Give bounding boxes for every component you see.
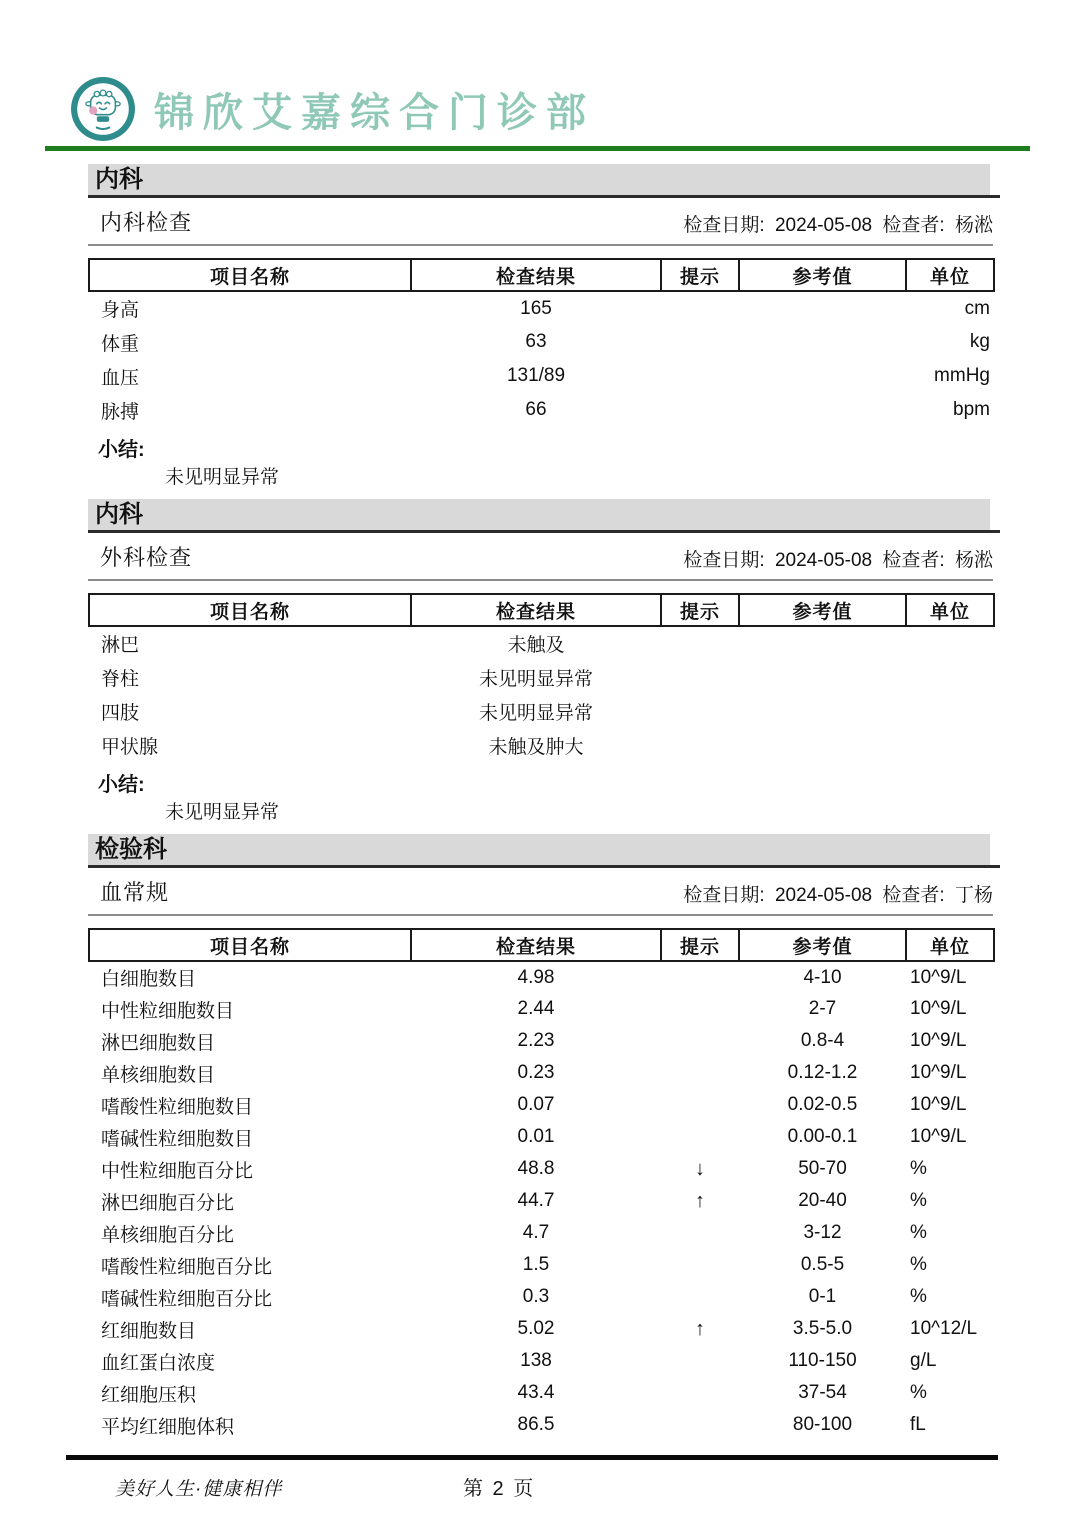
result-value: 48.8: [517, 1158, 555, 1179]
flag-indicator: [661, 660, 739, 694]
unit-label: %: [910, 1286, 927, 1307]
report-header: [0, 0, 1080, 142]
result-value: 0.3: [522, 1286, 550, 1307]
section-laboratory: [88, 834, 993, 1441]
item-name: 淋巴细胞数目: [101, 1032, 216, 1054]
column-header-item: 项目名称: [89, 594, 411, 626]
exam-meta: [678, 545, 993, 572]
department-bar: [88, 499, 1000, 533]
item-name: 白细胞数目: [101, 969, 197, 990]
item-name: 嗜碱性粒细胞数目: [101, 1128, 254, 1150]
column-header-flag: 提示: [661, 259, 739, 291]
results-table: [88, 258, 995, 427]
reference-range: 37-54: [798, 1382, 847, 1403]
item-name: 脊柱: [101, 668, 140, 690]
header-divider: [45, 146, 1030, 151]
examiner-value: 杨淞: [954, 550, 993, 571]
table-row: [89, 1153, 994, 1185]
flag-indicator: ↑: [695, 1189, 705, 1212]
item-name: 甲状腺: [101, 736, 159, 758]
unit-label: [906, 694, 994, 728]
reference-range: [739, 694, 906, 728]
reference-range: 3.5-5.0: [792, 1318, 853, 1339]
table-row: [89, 359, 994, 393]
unit-label: 10^9/L: [910, 1094, 967, 1115]
flag-indicator: [661, 694, 739, 728]
summary-text: 未见明显异常: [165, 802, 280, 823]
item-name: 四肢: [101, 702, 140, 724]
column-header-flag: 提示: [661, 594, 739, 626]
result-value: 4.7: [522, 1222, 550, 1243]
table-header-row: [89, 929, 994, 961]
exam-date-label: 检查日期:: [683, 550, 765, 571]
flag-indicator: [661, 993, 739, 1025]
table-row: [89, 993, 994, 1025]
result-value: 63: [525, 331, 547, 352]
title-divider: [88, 244, 993, 246]
unit-label: %: [910, 1158, 927, 1179]
table-header-row: [89, 594, 994, 626]
unit-label: 10^12/L: [910, 1318, 978, 1339]
column-header-unit: 单位: [906, 259, 994, 291]
reference-range: 0.5-5: [800, 1254, 845, 1275]
examiner-label: 检查者:: [882, 550, 945, 571]
unit-label: 10^9/L: [910, 998, 967, 1019]
exam-date-label: 检查日期:: [683, 215, 765, 236]
section-surgery: [88, 499, 993, 821]
reference-range: 0.02-0.5: [787, 1094, 858, 1115]
unit-label: fL: [910, 1414, 926, 1435]
result-value: 未触及肿大: [488, 736, 584, 758]
examiner-label: 检查者:: [882, 885, 945, 906]
result-value: 0.23: [517, 1062, 555, 1083]
unit-label: [906, 660, 994, 694]
result-value: 0.07: [517, 1094, 555, 1115]
item-name: 红细胞压积: [101, 1384, 197, 1406]
reference-range: 20-40: [798, 1190, 847, 1211]
table-row: [89, 694, 994, 728]
flag-indicator: [661, 1057, 739, 1089]
examiner-value: 杨淞: [954, 215, 993, 236]
table-row: [89, 1217, 994, 1249]
result-value: 4.98: [517, 966, 555, 988]
column-header-result: 检查结果: [411, 594, 661, 626]
flag-indicator: [661, 393, 739, 427]
reference-range: [739, 660, 906, 694]
flag-indicator: [661, 626, 739, 660]
reference-range: 110-150: [788, 1350, 857, 1371]
reference-range: [739, 359, 906, 393]
item-name: 体重: [101, 333, 140, 355]
flag-indicator: [661, 291, 739, 325]
result-value: 0.01: [517, 1126, 555, 1147]
table-row: [89, 291, 994, 325]
table-row: [89, 1345, 994, 1377]
flag-indicator: [661, 961, 739, 993]
exam-date-label: 检查日期:: [683, 885, 765, 906]
table-row: [89, 1057, 994, 1089]
result-value: 66: [525, 399, 547, 420]
table-row: [89, 1409, 994, 1441]
exam-title: 血常规: [100, 880, 170, 905]
flag-indicator: [661, 325, 739, 359]
table-row: [89, 1185, 994, 1217]
clinic-logo-icon: [70, 76, 136, 142]
flag-indicator: [661, 1377, 739, 1409]
reference-range: 0.12-1.2: [787, 1062, 858, 1083]
reference-range: 0.00-0.1: [787, 1126, 858, 1147]
unit-label: g/L: [910, 1350, 937, 1371]
table-row: [89, 1025, 994, 1057]
table-row: [89, 325, 994, 359]
table-row: [89, 1089, 994, 1121]
flag-indicator: [661, 359, 739, 393]
exam-date-value: 2024-05-08: [774, 215, 873, 236]
reference-range: 80-100: [792, 1414, 853, 1435]
column-header-range: 参考值: [739, 594, 906, 626]
flag-indicator: ↑: [695, 1317, 705, 1340]
unit-label: cm: [964, 297, 990, 319]
summary-label: 小结:: [98, 439, 145, 461]
flag-indicator: [661, 1089, 739, 1121]
result-value: 131/89: [506, 365, 566, 386]
item-name: 中性粒细胞百分比: [101, 1160, 254, 1182]
result-value: 未见明显异常: [478, 702, 593, 724]
unit-label: bpm: [953, 399, 990, 420]
unit-label: %: [910, 1190, 927, 1211]
flag-indicator: [661, 1249, 739, 1281]
item-name: 脉搏: [101, 401, 140, 423]
item-name: 淋巴: [101, 635, 140, 656]
table-row: [89, 626, 994, 660]
table-row: [89, 728, 994, 762]
item-name: 身高: [101, 300, 140, 321]
reference-range: 4-10: [803, 966, 842, 988]
unit-label: 10^9/L: [910, 966, 967, 988]
summary-text: 未见明显异常: [165, 467, 280, 488]
column-header-item: 项目名称: [89, 929, 411, 961]
unit-label: 10^9/L: [910, 1062, 967, 1083]
unit-label: [906, 728, 994, 762]
table-row: [89, 1377, 994, 1409]
column-header-item: 项目名称: [89, 259, 411, 291]
table-row: [89, 660, 994, 694]
result-value: 1.5: [522, 1254, 550, 1275]
page-number: 第 2 页: [463, 1478, 536, 1500]
footer-divider: [66, 1455, 998, 1460]
item-name: 中性粒细胞数目: [101, 1000, 235, 1022]
column-header-result: 检查结果: [411, 259, 661, 291]
flag-indicator: [661, 1121, 739, 1153]
table-row: [89, 1121, 994, 1153]
flag-indicator: [661, 1025, 739, 1057]
title-divider: [88, 579, 993, 581]
reference-range: 2-7: [808, 998, 837, 1019]
section-internal-medicine: [88, 164, 993, 486]
reference-range: 3-12: [803, 1222, 842, 1243]
unit-label: mmHg: [934, 365, 990, 386]
column-header-unit: 单位: [906, 929, 994, 961]
department-label: 检验科: [88, 834, 990, 865]
examiner-value: 丁杨: [954, 885, 993, 906]
table-row: [89, 1313, 994, 1345]
department-label: 内科: [88, 164, 990, 195]
column-header-unit: 单位: [906, 594, 994, 626]
result-value: 2.23: [517, 1030, 555, 1051]
reference-range: [739, 291, 906, 325]
column-header-result: 检查结果: [411, 929, 661, 961]
clinic-name: 锦欣艾嘉综合门诊部: [154, 88, 595, 136]
item-name: 嗜碱性粒细胞百分比: [101, 1288, 273, 1310]
unit-label: 10^9/L: [910, 1126, 967, 1147]
title-divider: [88, 914, 993, 916]
unit-label: 10^9/L: [910, 1030, 967, 1051]
item-name: 血红蛋白浓度: [101, 1352, 216, 1374]
department-label: 内科: [88, 499, 990, 530]
reference-range: [739, 325, 906, 359]
flag-indicator: ↓: [695, 1157, 705, 1180]
table-row: [89, 1281, 994, 1313]
item-name: 淋巴细胞百分比: [101, 1192, 235, 1214]
item-name: 红细胞数目: [101, 1320, 197, 1342]
summary-label: 小结:: [98, 774, 145, 796]
footer-slogan: 美好人生·健康相伴: [115, 1479, 283, 1500]
item-name: 嗜酸性粒细胞数目: [101, 1096, 254, 1118]
result-value: 未触及: [507, 635, 565, 656]
exam-title: 内科检查: [100, 210, 193, 235]
table-row: [89, 393, 994, 427]
flag-indicator: [661, 1345, 739, 1377]
exam-date-value: 2024-05-08: [774, 550, 873, 571]
result-value: 165: [520, 297, 552, 319]
result-value: 44.7: [517, 1190, 555, 1211]
result-value: 2.44: [517, 998, 555, 1019]
reference-range: 50-70: [798, 1158, 847, 1179]
flag-indicator: [661, 1217, 739, 1249]
unit-label: kg: [969, 331, 990, 352]
item-name: 单核细胞百分比: [101, 1224, 235, 1246]
table-row: [89, 961, 994, 993]
flag-indicator: [661, 1281, 739, 1313]
exam-meta: [678, 210, 993, 237]
unit-label: %: [910, 1222, 927, 1243]
reference-range: 0.8-4: [800, 1030, 845, 1051]
table-row: [89, 1249, 994, 1281]
exam-title: 外科检查: [100, 545, 193, 570]
column-header-flag: 提示: [661, 929, 739, 961]
examiner-label: 检查者:: [882, 215, 945, 236]
item-name: 平均红细胞体积: [101, 1416, 235, 1438]
column-header-range: 参考值: [739, 259, 906, 291]
exam-meta: [678, 880, 993, 907]
reference-range: [739, 728, 906, 762]
unit-label: %: [910, 1382, 927, 1403]
result-value: 未见明显异常: [478, 668, 593, 690]
results-table: [88, 593, 995, 762]
result-value: 138: [520, 1350, 552, 1371]
result-value: 43.4: [517, 1382, 555, 1403]
result-value: 86.5: [517, 1414, 555, 1435]
results-table: [88, 928, 995, 1441]
item-name: 血压: [101, 367, 140, 389]
department-bar: [88, 164, 1000, 198]
flag-indicator: [661, 1409, 739, 1441]
item-name: 单核细胞数目: [101, 1064, 216, 1086]
flag-indicator: [661, 728, 739, 762]
department-bar: [88, 834, 1000, 868]
item-name: 嗜酸性粒细胞百分比: [101, 1256, 273, 1278]
reference-range: 0-1: [808, 1286, 837, 1307]
page-footer: [0, 1472, 1080, 1502]
result-value: 5.02: [517, 1318, 555, 1339]
table-header-row: [89, 259, 994, 291]
column-header-range: 参考值: [739, 929, 906, 961]
reference-range: [739, 626, 906, 660]
unit-label: %: [910, 1254, 927, 1275]
reference-range: [739, 393, 906, 427]
exam-date-value: 2024-05-08: [774, 885, 873, 906]
unit-label: [906, 626, 994, 660]
